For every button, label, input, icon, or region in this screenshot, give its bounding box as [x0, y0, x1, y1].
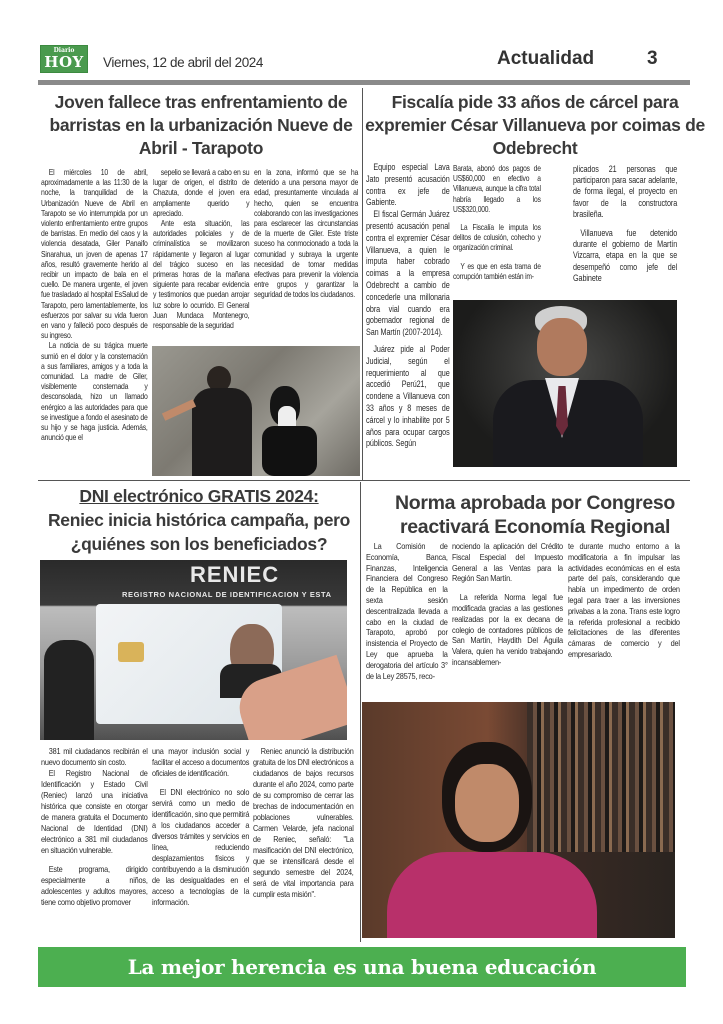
paragraph: sepelio se llevará a cabo en su lugar de origen, el distrito de Chazuta, donde el joven era ampliamente querido y apreciado. — [153, 168, 250, 218]
article-column — [452, 541, 563, 668]
paragraph: El DNI electrónico no solo servirá como un medio de identificación, sino que permitirá a los ciudadanos acceder a diversos trámites y servicios en línea, reduciendo desplazamientos físicos y contribuyendo a la disminución de las desigualdades en el acceso a tecnologías de la información. — [152, 787, 250, 907]
paragraph: Equipo especial Lava Jato presentó acusación contra ex jefe de Gabiente. — [366, 162, 450, 208]
page-number: 3 — [647, 48, 658, 69]
photo-reniec-dni-card — [40, 560, 347, 740]
section-title: Actualidad — [497, 48, 595, 69]
paragraph: La referida Norma legal fue modificada gracias a las gestiones realizadas por la ex decana de colegio de contadores públicos de San Martín, Haydith Del Águila Valera, quien ha venido trabajando incansablemen- — [452, 592, 563, 667]
headline-main: Reniec inicia histórica campaña, pero ¿quiénes son los beneficiados? — [47, 510, 351, 554]
headline-kicker: DNI electrónico GRATIS 2024: — [79, 486, 319, 506]
article-column — [41, 168, 148, 443]
paragraph: La noticia de su trágica muerte sumió en el dolor y la consternación a sus familiares, amigos y a toda la comunidad. La madre de Giler, visiblemente consternada y desconsolada, hizo un llamado enérgico a las autoridades para que se investigue a fondo el asesinato de su hijo y se haga justicia. Además, anunció que el — [41, 341, 148, 443]
article-column — [366, 162, 450, 450]
article-column — [366, 541, 448, 681]
article-column — [254, 168, 358, 301]
paragraph: Este programa, dirigido especialmente a niños, adolescentes y adultos mayores, tiene como objetivo promover — [41, 864, 148, 907]
paragraph: te durante mucho entorno a la modificatoria a fin impulsar las actividades económicas en el esta parte del país, considerando que había un impedimento de orden legal para traer a las inversiones privabas a la zona. Trans este logro la referida profesional a recibido felicitaciones de las diferentes cámaras de comercio y del empresariado. — [568, 541, 680, 659]
article-column — [253, 746, 354, 900]
article-headline: Fiscalía pide 33 años de cárcel para expremier César Villanueva por coimas de Odebrecht — [365, 92, 705, 158]
article-column — [573, 164, 677, 284]
photo-subsign-text: REGISTRO NACIONAL DE IDENTIFICACION Y ESTA — [122, 590, 332, 599]
photo-young-man-with-dog — [152, 346, 360, 476]
header-rule — [38, 80, 690, 85]
paragraph: en la zona, informó que se ha detenido a una persona mayor de edad, presuntamente vinculada al hecho, quien se encuentra colaborando con las investigaciones para esclarecer las circunstancias de la muerte de Giler. Este triste suceso ha conmocionado a toda la comunidad y subraya la urgente necesidad de tomar medidas efectivas para prevenir la violencia entre grupos y garantizar la seguridad de todos los ciudadanos. — [254, 168, 359, 300]
column-divider — [362, 88, 363, 480]
paragraph: El miércoles 10 de abril, aproximadamente a las 11:30 de la noche, la tranquilidad de la Urbanización Nueve de Abril en Tarapoto se vio interrumpida por un violento enfrentamiento entre grupos de barristas. En medio del caos y la violencia desatada, Giler Panaifo Sinarahua, un joven de apenas 17 años, resultó gravemente herido al recibir un impacto de bala en el cuello. De manera urgente, el joven fue trasladado al hospital EsSalud de Tarapoto, pero lamentablemente, los esfuerzos por salvar su vida fueron en vano y falleció poco después de su ingreso. — [41, 168, 148, 341]
paragraph: La Fiscalía le imputa los delitos de colusión, cohecho y organización criminal. — [453, 223, 541, 253]
paragraph: Y es que en esta trama de corrupción también están im- — [453, 261, 541, 281]
paragraph: El fiscal Germán Juárez presentó acusación penal contra el expremier César Villanueva, a quien le imputa haber cobrado coimas a la empresa Odebrecht a cambio de concederle una millonaria obra vial cuando era gobernador regional de San Martín (2007-2014). — [366, 209, 450, 338]
article-column — [41, 746, 148, 908]
column-divider — [360, 482, 361, 942]
paragraph: El Registro Nacional de Identificación y Estado Civil (Reniec) lanzó una iniciativa histórica que consiste en otorgar de manera gratuita el Documento Nacional de Identidad (DNI) electrónico a 381 mil ciudadanos en situación vulnerable. — [41, 768, 148, 855]
photo-haydith-del-aguila — [362, 702, 675, 938]
paragraph: Juárez pide al Poder Judicial, según el requerimiento al que accedió Perú21, que condene a Villanueva con 33 años y 8 meses de cárcel y lo inhabilite por 5 años para ocupar cargos públicos. Según — [366, 343, 450, 449]
article-column — [453, 164, 541, 282]
paragraph: Villanueva fue detenido durante el gobierno de Martín Vizcarra, etapa en la que se desempeñó como jefe del Gabinete — [573, 228, 678, 283]
paragraph: nociendo la aplicación del Crédito Fiscal Especial del Impuesto General a las Ventas para la Región San Martín. — [452, 541, 563, 584]
paragraph: plicados 21 personas que participaron para sacar adelante, de forma ilegal, el proyecto en favor de la constructora brasileña. — [573, 164, 678, 219]
diario-hoy-logo — [40, 45, 88, 73]
paragraph: La Comisión de Economía, Banca, Finanzas, Inteligencia Financiera del Congreso de la República en la sexta sesión descentralizada llevada a cabo en la ciudad de Tarapoto, aprobó por insistencia el Proyecto de Ley que aprueba la derogatoria del artículo 3° de la Ley 28575, reco- — [366, 541, 448, 681]
paragraph: Ante esta situación, las autoridades policiales y de criminalística se movilizaron rápidamente y llegaron al lugar del trágico suceso en las primeras horas de la mañana siguiente para recabar evidencia y testimonios que puedan arrojar luz sobre lo ocurrido. El General Juan Mundaca Montenegro, responsable de la seguridad — [153, 219, 250, 331]
paragraph: una mayor inclusión social y facilitar el acceso a documentos oficiales de identificación. — [152, 746, 250, 778]
article-column — [152, 746, 249, 908]
paragraph: Barata, abonó dos pagos de US$60,000 en efectivo a Villanueva, aunque la cifra total habría llegado a los US$320,000. — [453, 164, 541, 214]
article-headline: Norma aprobada por Congreso reactivará Economía Regional — [394, 492, 676, 538]
footer-banner: La mejor herencia es una buena educación — [38, 947, 686, 987]
logo-small-text: Diario — [53, 47, 75, 54]
article-headline: Joven fallece tras enfrentamiento de barristas en la urbanización Nueve de Abril - Tarapoto — [49, 92, 353, 158]
article-headline — [40, 484, 358, 556]
paragraph: 381 mil ciudadanos recibirán el nuevo documento sin costo. — [41, 746, 148, 767]
section-divider — [38, 480, 690, 481]
photo-sign-text: RENIEC — [190, 562, 280, 587]
photo-cesar-villanueva — [453, 300, 677, 467]
paragraph: Reniec anunció la distribución gratuita de los DNI electrónicos a ciudadanos de bajos recursos durante el año 2024, como parte de su compromiso de cerrar las brechas de indocumentación en poblaciones vulnerables. Carmen Velarde, jefa nacional de Reniec, señaló: "La masificación del DNI electrónico, que se intensificará desde el segundo semestre del 2024, será de vital importancia para cumplir esta misión". — [253, 746, 354, 899]
issue-date: Viernes, 12 de abril del 2024 — [103, 55, 264, 70]
article-column — [153, 168, 249, 331]
logo-big-text: HOY — [44, 53, 84, 71]
article-column — [568, 541, 680, 660]
